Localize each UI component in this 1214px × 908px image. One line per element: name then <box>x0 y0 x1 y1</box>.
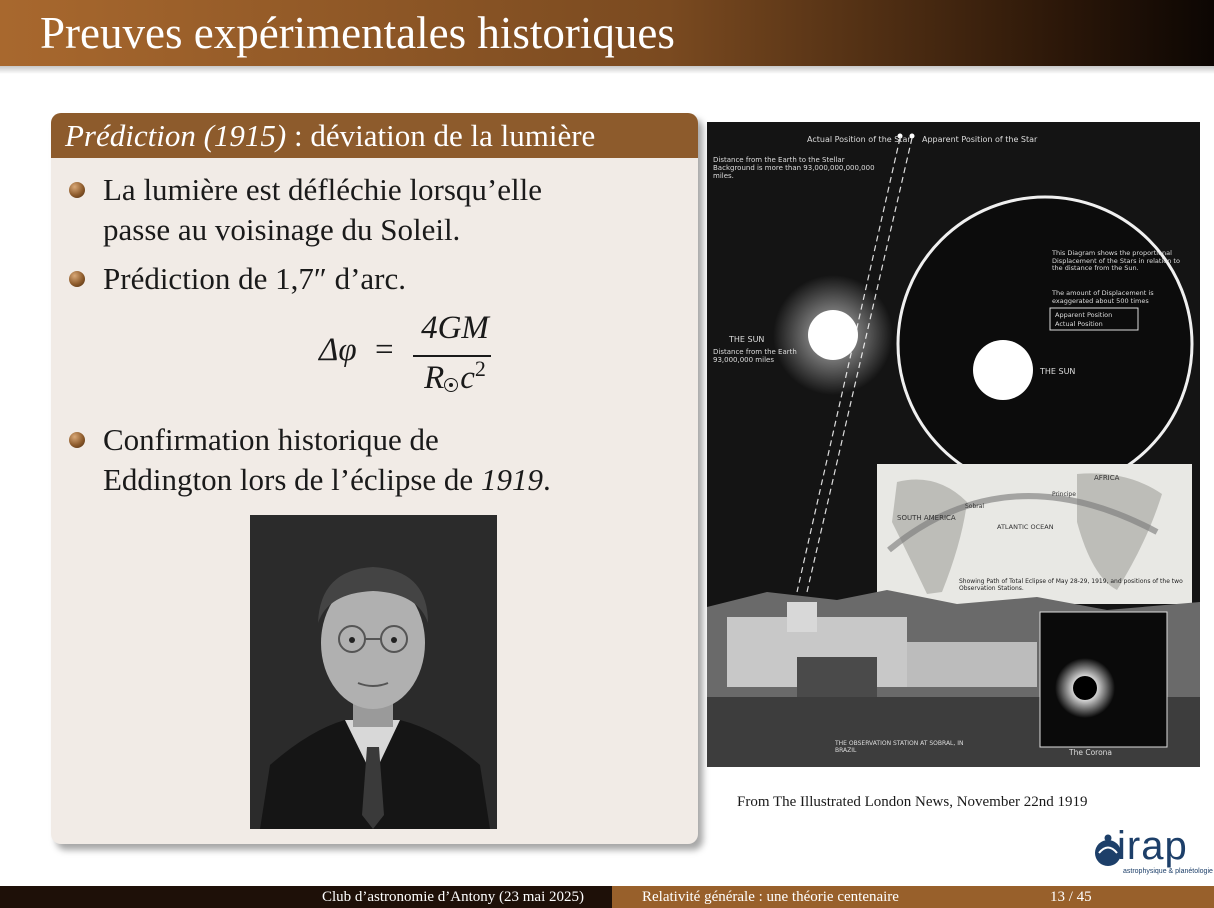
map-africa: AFRICA <box>1094 474 1120 482</box>
slide-title: Preuves expérimentales historiques <box>40 8 675 58</box>
irap-logo <box>1093 824 1213 880</box>
corona-label: The Corona <box>1069 748 1113 757</box>
map-caption: Showing Path of Total Eclipse of May 28-29, 1919, and positions of the two Observation Stations. <box>959 578 1183 592</box>
bullet-text-line: Confirmation historique de <box>103 422 439 457</box>
deflection-formula <box>319 310 579 400</box>
figure-label-sun-distance: Distance from the Earth 93,000,000 miles <box>713 348 797 364</box>
footer-event: Club d’astronomie d’Antony (23 mai 2025) <box>321 889 584 905</box>
figure-caption: From The Illustrated London News, November 22nd 1919 <box>737 794 1088 810</box>
bullet-text-plain: Eddington lors de l’éclipse de <box>103 462 481 497</box>
bullet-dot-icon <box>69 182 85 198</box>
bullet-text-line: Prédiction de 1,7″ d’arc. <box>103 261 407 296</box>
footer-page-number: 13 / 45 <box>1050 889 1092 905</box>
block-title-rest: : déviation de la lumière <box>286 118 596 153</box>
map-atlantic: ATLANTIC OCEAN <box>997 523 1054 531</box>
formula-equals: = <box>375 332 394 368</box>
formula-exponent: 2 <box>474 356 486 381</box>
figure-label-note: This Diagram shows the proportional Displacement of the Stars in relation to the distance from the Sun. <box>1052 250 1180 272</box>
prediction-block <box>51 113 698 844</box>
formula-lhs: Δφ <box>319 332 357 368</box>
bullet-dot-icon <box>69 432 85 448</box>
formula-numerator: 4GM <box>421 310 489 346</box>
bullet-text-line <box>103 460 663 500</box>
irap-logo-subtitle: astrophysique & planétologie <box>1123 868 1213 875</box>
bullet-text-line: La lumière est défléchie lorsqu’elle <box>103 172 542 207</box>
map-sobral: Sobral <box>965 503 985 510</box>
station-label: THE OBSERVATION STATION AT SOBRAL, IN BRAZIL <box>835 740 964 754</box>
illustrated-london-news-figure <box>707 122 1200 767</box>
bullet-text-line: passe au voisinage du Soleil. <box>103 212 461 247</box>
footer-left <box>0 886 612 908</box>
map-south-america: SOUTH AMERICA <box>897 514 956 522</box>
block-title-italic: Prédiction (1915) <box>65 118 287 153</box>
formula-denominator <box>415 356 495 397</box>
block-title <box>51 113 698 158</box>
figure-label-sun-left: THE SUN <box>729 335 765 344</box>
slide-footer <box>0 886 1214 908</box>
figure-label-sun-right: THE SUN <box>1040 367 1076 376</box>
figure-label-amount: The amount of Displacement is exaggerated about 500 times <box>1052 290 1154 305</box>
figure-label-apparent: Apparent Position of the Star <box>922 135 1038 144</box>
eclipse-diagram <box>707 122 1200 767</box>
figure-label-actual: Actual Position of the Star <box>807 135 911 144</box>
bullet-text-end: . <box>542 462 551 497</box>
footer-title: Relativité générale : une théorie centenaire <box>642 889 899 905</box>
bullet-deflection <box>103 170 663 250</box>
formula-r: R <box>424 360 445 396</box>
figure-label-distance: Distance from the Earth to the Stellar Background is more than 93,000,000,000,000 miles. <box>713 156 875 180</box>
formula-c: c <box>460 360 475 396</box>
figure-legend-actual: Actual Position <box>1055 320 1103 328</box>
bullet-text-year: 1919 <box>480 462 543 497</box>
bullet-confirmation <box>103 420 663 500</box>
irap-logo-word: irap <box>1117 824 1188 868</box>
map-principe: Principe <box>1052 491 1076 498</box>
figure-legend-apparent: Apparent Position <box>1055 311 1113 319</box>
bullet-dot-icon <box>69 271 85 287</box>
footer-right <box>612 886 1214 908</box>
slide-header <box>0 0 1214 66</box>
portrait-drawing <box>250 515 497 829</box>
eddington-portrait <box>250 515 497 829</box>
header-shadow <box>0 66 1214 74</box>
bullet-prediction <box>103 259 663 299</box>
sun-symbol-icon <box>444 378 458 392</box>
